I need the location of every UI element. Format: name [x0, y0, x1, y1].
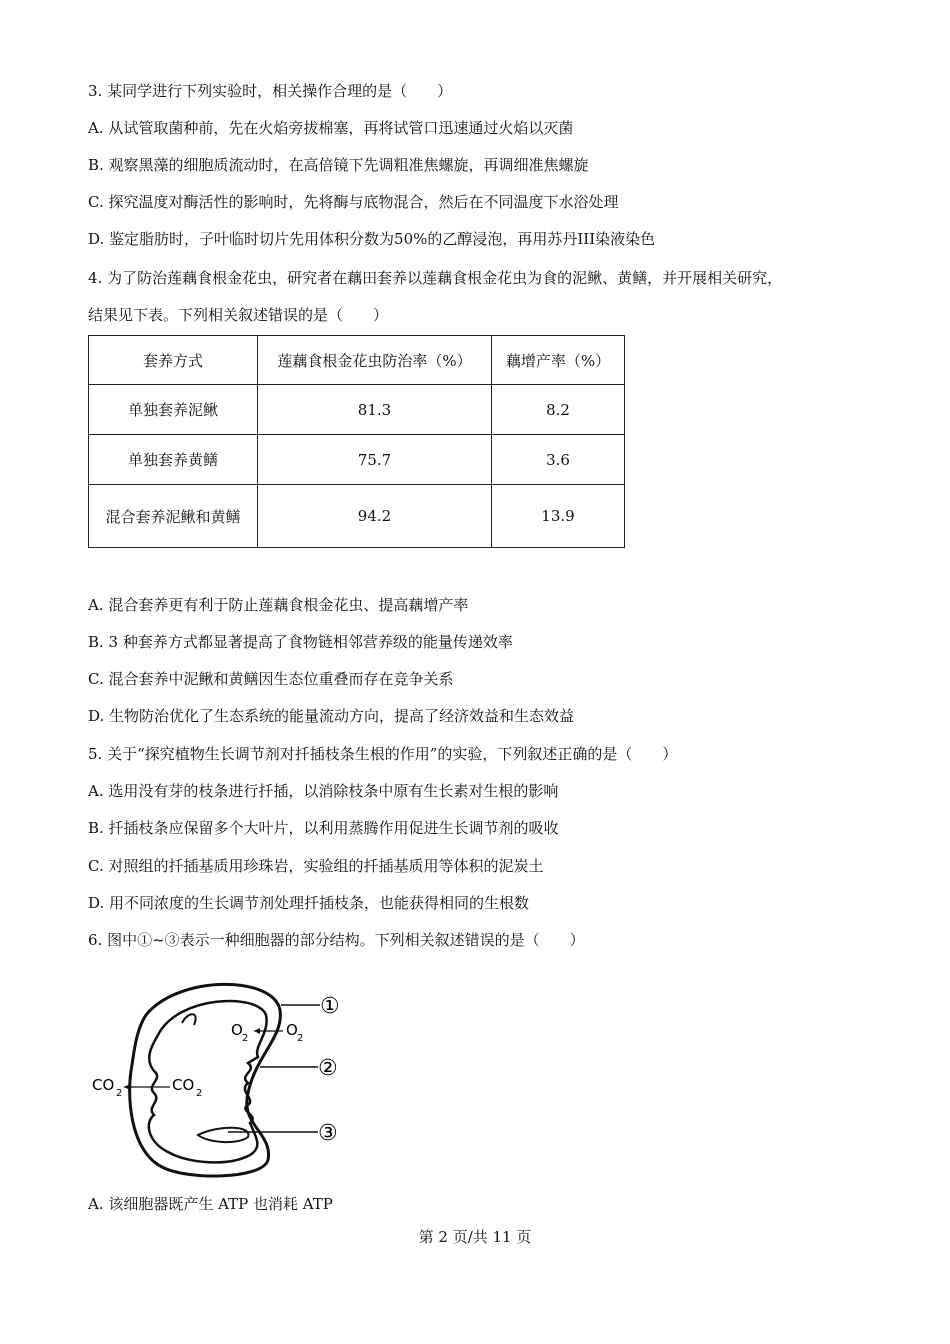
table-row: [89, 385, 625, 435]
table-cell: 8.2: [492, 385, 625, 435]
co2-arrowhead: [124, 1084, 130, 1090]
o2-right-label: O: [286, 1021, 298, 1039]
co2-right-subscript: 2: [196, 1088, 203, 1099]
table-header-row: [89, 336, 625, 385]
table-header-cell: 藕增产率（%）: [492, 336, 625, 385]
table-cell: 13.9: [492, 485, 625, 548]
label-2: ②: [318, 1056, 338, 1081]
q5-stem: 5. 关于“探究植物生长调节剂对扦插枝条生根的作用”的实验，下列叙述正确的是（ ）: [88, 745, 678, 763]
organelle-diagram: [88, 975, 368, 1185]
table-cell: 3.6: [492, 435, 625, 485]
o2-left-label: O: [231, 1021, 243, 1039]
co2-left-subscript: 2: [116, 1088, 123, 1099]
q4-stem-line1: 4. 为了防治莲藕食根金花虫，研究者在藕田套养以莲藕食根金花虫为食的泥鳅、黄鳝，并开展相关研究，: [88, 269, 783, 287]
q3-option-a: A. 从试管取菌种前，先在火焰旁拔棉塞，再将试管口迅速通过火焰以灭菌: [88, 119, 574, 137]
q5-option-b: B. 扦插枝条应保留多个大叶片，以利用蒸腾作用促进生长调节剂的吸收: [88, 819, 559, 837]
q4-option-a: A. 混合套养更有利于防止莲藕食根金花虫、提高藕增产率: [88, 596, 469, 614]
o2-left-subscript: 2: [242, 1033, 249, 1044]
co2-left-label: CO: [92, 1076, 115, 1094]
crista: [198, 1128, 248, 1142]
table-cell: 81.3: [258, 385, 492, 435]
q3-stem: 3. 某同学进行下列实验时，相关操作合理的是（ ）: [88, 82, 453, 100]
table-cell: 混合套养泥鳅和黄鳝: [89, 485, 258, 548]
q4-option-d: D. 生物防治优化了生态系统的能量流动方向，提高了经济效益和生态效益: [88, 707, 575, 725]
q5-option-d: D. 用不同浓度的生长调节剂处理扦插枝条，也能获得相同的生根数: [88, 894, 530, 912]
q6-option-a: A. 该细胞器既产生 ATP 也消耗 ATP: [88, 1195, 333, 1213]
table-row: [89, 485, 625, 548]
q4-data-table: [88, 335, 625, 548]
label-3: ③: [318, 1121, 338, 1146]
q4-option-c: C. 混合套养中泥鳅和黄鳝因生态位重叠而存在竞争关系: [88, 670, 454, 688]
q4-option-b: B. 3 种套养方式都显著提高了食物链相邻营养级的能量传递效率: [88, 633, 513, 651]
q5-option-a: A. 选用没有芽的枝条进行扦插，以消除枝条中原有生长素对生根的影响: [88, 782, 559, 800]
q4-stem-line2: 结果见下表。下列相关叙述错误的是（ ）: [88, 306, 389, 324]
q3-option-c: C. 探究温度对酶活性的影响时，先将酶与底物混合，然后在不同温度下水浴处理: [88, 193, 619, 211]
table-row: [89, 435, 625, 485]
o2-arrowhead: [254, 1028, 260, 1034]
page-footer: 第 2 页/共 11 页: [418, 1228, 532, 1246]
q6-stem: 6. 图中①~③表示一种细胞器的部分结构。下列相关叙述错误的是（ ）: [88, 931, 585, 949]
table-header-cell: 莲藕食根金花虫防治率（%）: [258, 336, 492, 385]
q3-option-d: D. 鉴定脂肪时，子叶临时切片先用体积分数为50%的乙醇浸泡，再用苏丹III染液染色: [88, 230, 656, 248]
inner-membrane: [149, 1001, 267, 1162]
table-cell: 75.7: [258, 435, 492, 485]
table-cell: 单独套养黄鳝: [89, 435, 258, 485]
o2-right-subscript: 2: [297, 1033, 304, 1044]
q5-option-c: C. 对照组的扦插基质用珍珠岩，实验组的扦插基质用等体积的泥炭土: [88, 857, 544, 875]
table-cell: 94.2: [258, 485, 492, 548]
crista: [182, 1014, 196, 1025]
table-cell: 单独套养泥鳅: [89, 385, 258, 435]
table-header-cell: 套养方式: [89, 336, 258, 385]
label-1: ①: [320, 994, 340, 1019]
q3-option-b: B. 观察黑藻的细胞质流动时，在高倍镜下先调粗准焦螺旋，再调细准焦螺旋: [88, 156, 589, 174]
co2-right-label: CO: [172, 1076, 195, 1094]
